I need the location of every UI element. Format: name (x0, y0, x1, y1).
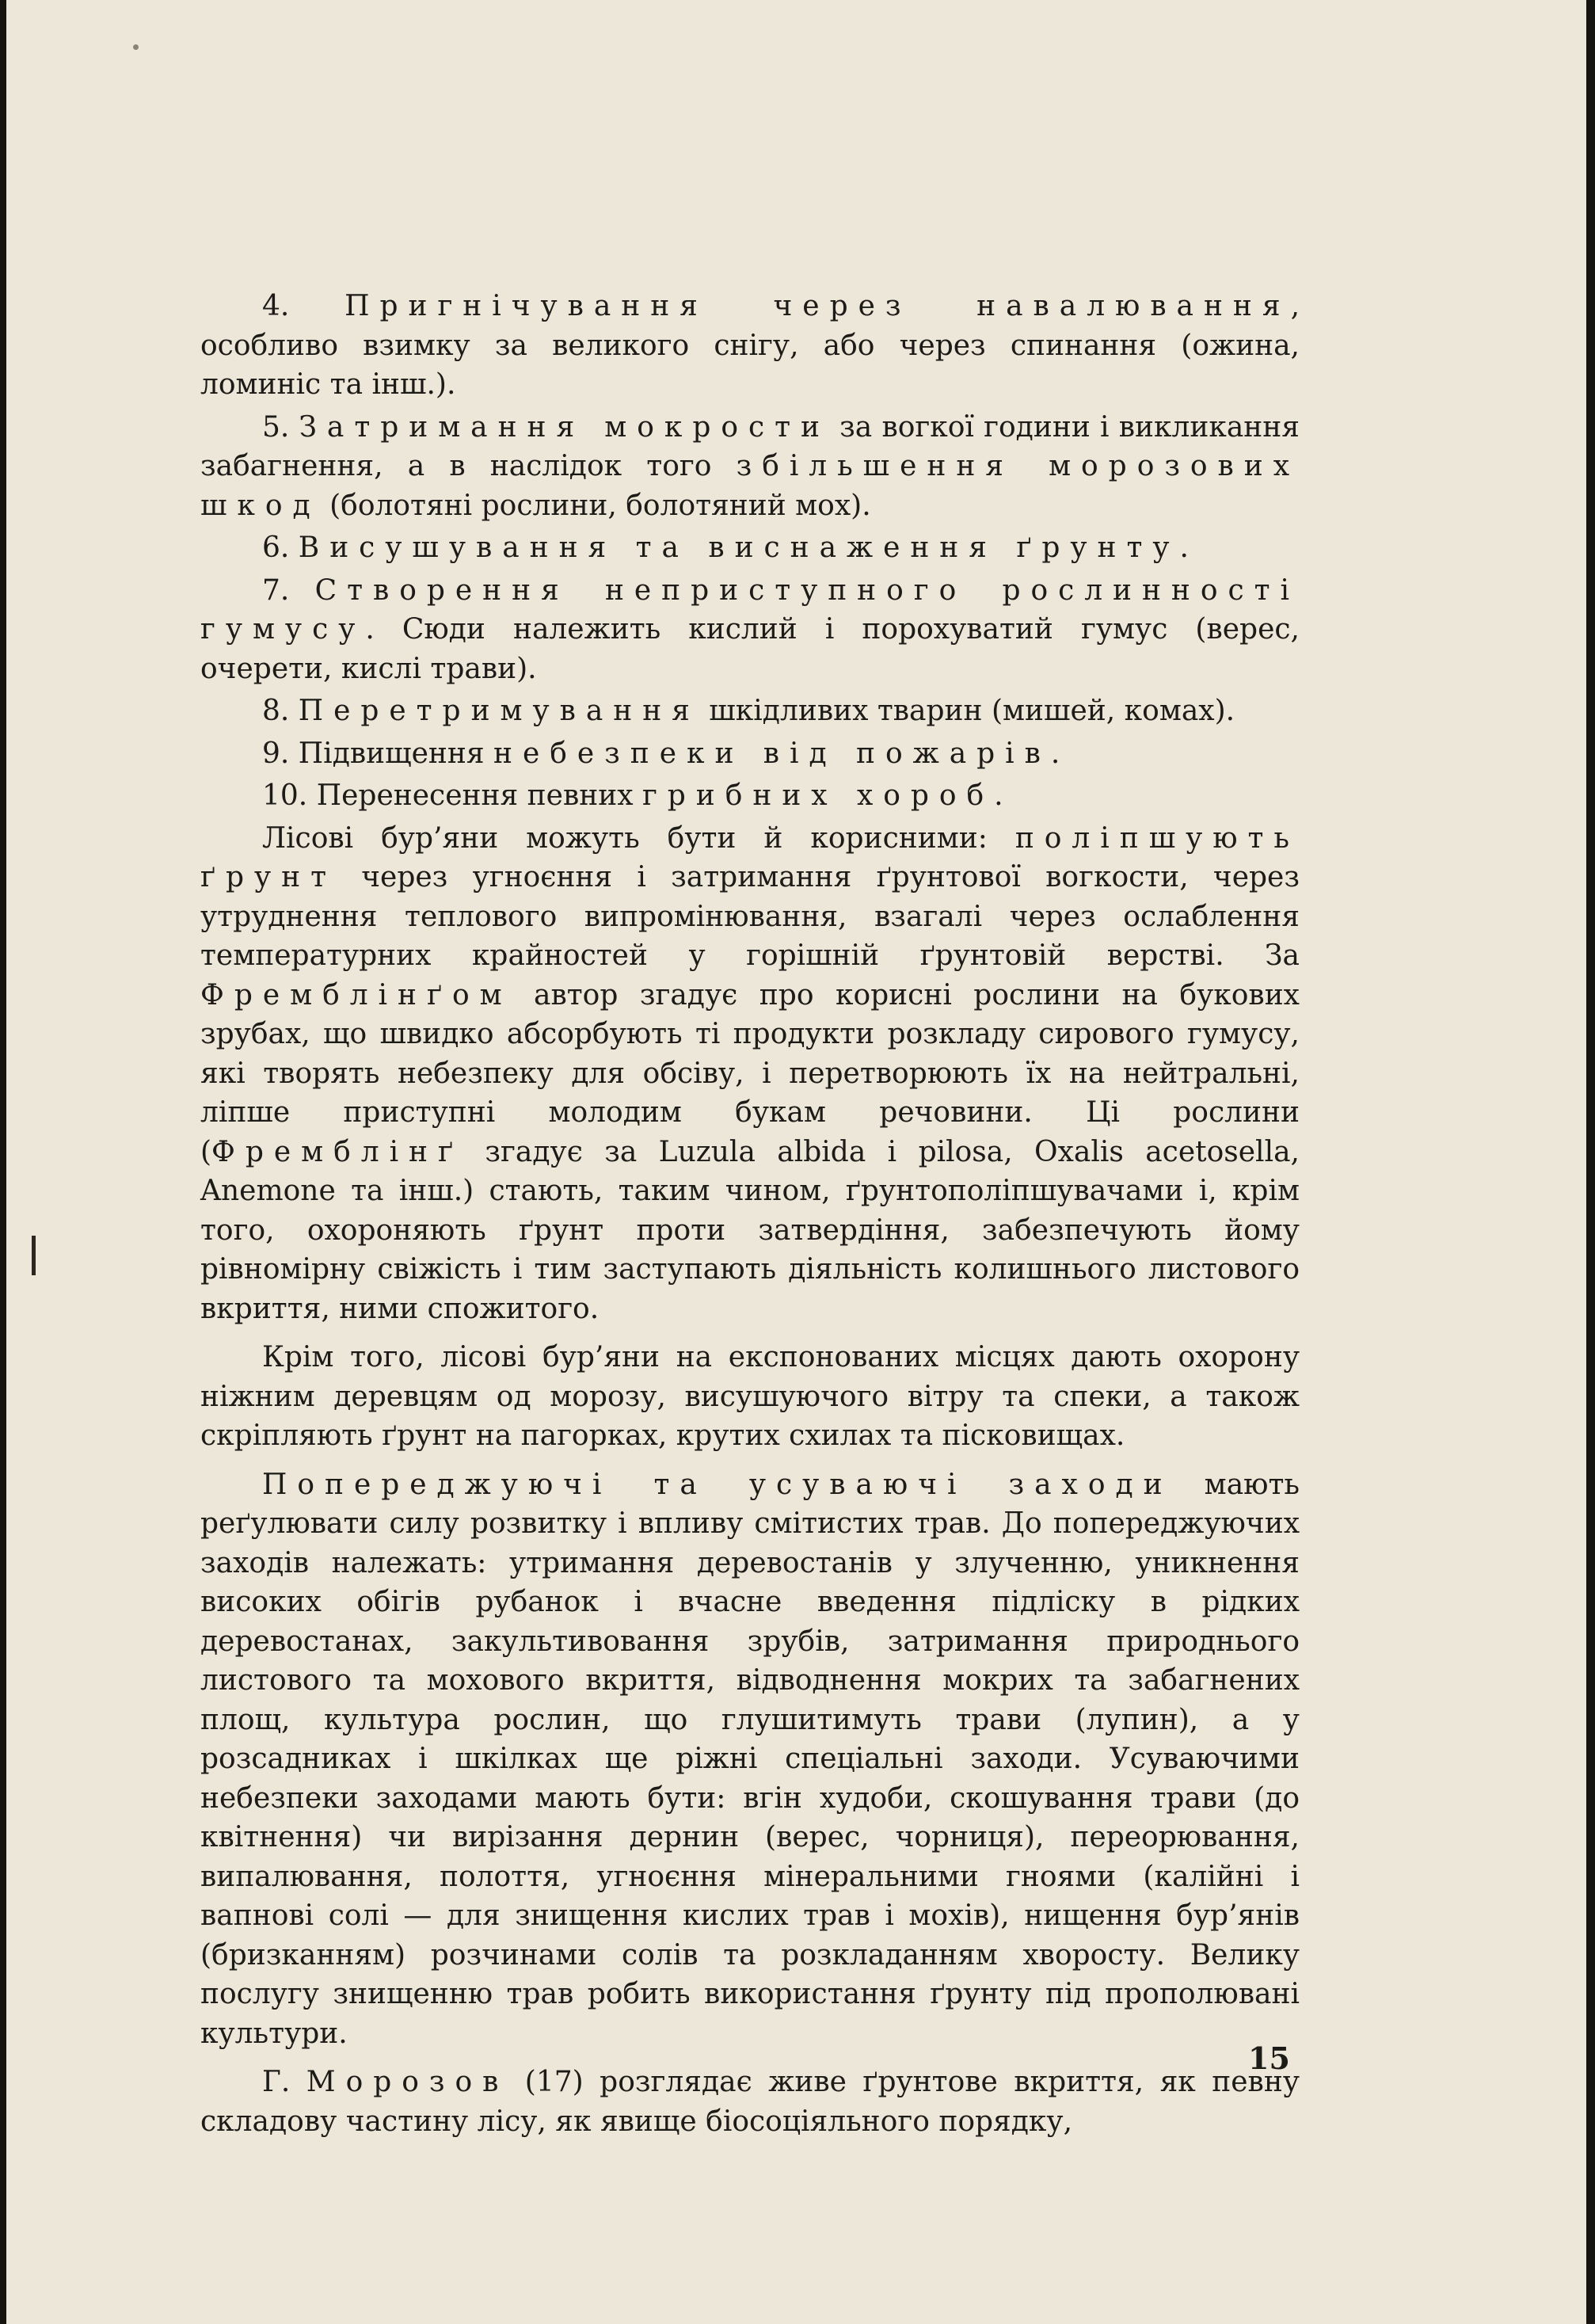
spaced-emphasis-text: Висушування та виснаження ґрунту (298, 531, 1180, 564)
spaced-emphasis-text: Попереджуючі та усуваючі заходи (262, 1468, 1173, 1501)
text-run: 6. (262, 531, 299, 564)
document-page (6, 0, 1586, 2324)
text-run: згадує за Luzula albida і pilosa, Oxalis acetosella, Anemone та інш.) стають, таким чином, ґрунтополіпшувачами і, крім того, охороняють ґрунт проти затвердіння, забезпечують йому рівномірну свіжість і тим заступають діяльність колишнього листового вкриття, ними спожитого. (200, 1135, 1300, 1325)
text-run: . Сюди належить кислий і порохуватий гумус (верес, очерети, кислі трави). (200, 613, 1300, 685)
text-run: 10. Перенесення певних (262, 779, 642, 812)
text-run: 9. Підвищення (262, 737, 494, 770)
text-run: 7. (262, 573, 315, 607)
spaced-emphasis-text: Фремблінґом (200, 978, 512, 1012)
scan-speck (133, 44, 139, 50)
text-run: (17) розглядає живе ґрунтове вкриття, як певну складову частину лісу, як явище біосоціяльного порядку, (200, 2066, 1300, 2138)
paragraph (200, 819, 1300, 1329)
paragraph (200, 691, 1300, 731)
spaced-emphasis-text: небезпеки від пожарів (493, 737, 1051, 770)
spaced-emphasis-text: поліпшують ґрунт (200, 821, 1300, 893)
paragraph (200, 776, 1300, 816)
text-run: . (1179, 531, 1189, 564)
text-run: шкідливих тварин (мишей, комах). (699, 695, 1235, 727)
spaced-emphasis-text: грибних хороб (641, 779, 995, 812)
page-number: 15 (1248, 2040, 1290, 2076)
paragraph (200, 408, 1300, 526)
paragraph (200, 528, 1300, 568)
text-run: (болотяні рослини, болотяний мох). (320, 489, 871, 522)
paragraph (200, 571, 1300, 689)
text-run: Лісові бур’яни можуть бути й корисними: (262, 821, 1015, 855)
paragraph (200, 2063, 1300, 2141)
text-run: Г. (262, 2066, 306, 2098)
spaced-emphasis-text: Перетримування (298, 695, 700, 727)
spaced-emphasis-text: Пригнічування через навалювання (345, 290, 1291, 322)
text-run: Крім того, лісові бур’яни на експонованих місцях дають охорону ніжним деревцям од морозу, висушуючого вітру та спеки, а також скріпляють ґрунт на пагорках, крутих схилах та пісковищах. (200, 1341, 1300, 1452)
spaced-emphasis-text: Фремблінґ (211, 1135, 464, 1168)
text-run: через угноєння і затримання ґрунтової вогкости, через утруднення теплового випромінювання, взагалі через ослаблення температурних крайностей у горішній ґрунтовій верстві. За (200, 861, 1300, 972)
text-run: за вогкої години і викликання забагнення, а в наслідок того (200, 410, 1300, 482)
body-text (200, 287, 1300, 2151)
margin-mark (32, 1236, 36, 1275)
paragraph (200, 1465, 1300, 2054)
text-run: . (1050, 737, 1060, 770)
paragraph (200, 287, 1300, 405)
spaced-emphasis-text: збільшення морозових шкод (200, 450, 1300, 522)
text-run: , особливо взимку за великого снігу, або через спинання (ожина, ломиніс та інш.). (200, 290, 1300, 401)
text-run: . (994, 779, 1003, 812)
paragraph (200, 734, 1300, 774)
text-run: мають реґулювати силу розвитку і впливу смітистих трав. До попереджуючих заходів належать: утримання деревостанів у злученню, уникнення високих обігів рубанок і вчасне введення підліску в рідких деревостанах, закультивовання зрубів, затримання природнього листового та мохового вкриття, відводнення мокрих та забагнених площ, культура рослин, що глушитимуть трави (лупин), а у розсадниках і шкілках ще ріжні спеціальні заходи. Усуваючими небезпеки заходами мають бути: вгін худоби, скошування трави (до квітнення) чи вирізання дернин (верес, чорниця), переорювання, випалювання, полоття, угноєння мінеральними гноями (калійні і вапнові солі — для знищення кислих трав і мохів), нищення бур’янів (бризканням) розчинами солів та розкладанням хворосту. Велику послугу знищенню трав робить використання ґрунту під прополювані культури. (200, 1468, 1300, 2050)
text-run: 5. (262, 410, 299, 444)
text-run: 8. (262, 695, 299, 727)
text-run: автор згадує про корисні рослини на букових зрубах, що швидко абсорбують ті продукти розкладу сирового гумусу, які творять небезпеку для обсіву, і перетворюють їх на нейтральні, ліпше приступні молодим букам речовини. Ці рослини ( (200, 978, 1300, 1168)
spaced-emphasis-text: Створення неприступного рослинності гумусу (200, 573, 1300, 646)
spaced-emphasis-text: Затримання мокрости (299, 410, 830, 444)
paragraph (200, 1338, 1300, 1456)
text-run: 4. (262, 290, 345, 322)
spaced-emphasis-text: Морозов (306, 2066, 509, 2098)
